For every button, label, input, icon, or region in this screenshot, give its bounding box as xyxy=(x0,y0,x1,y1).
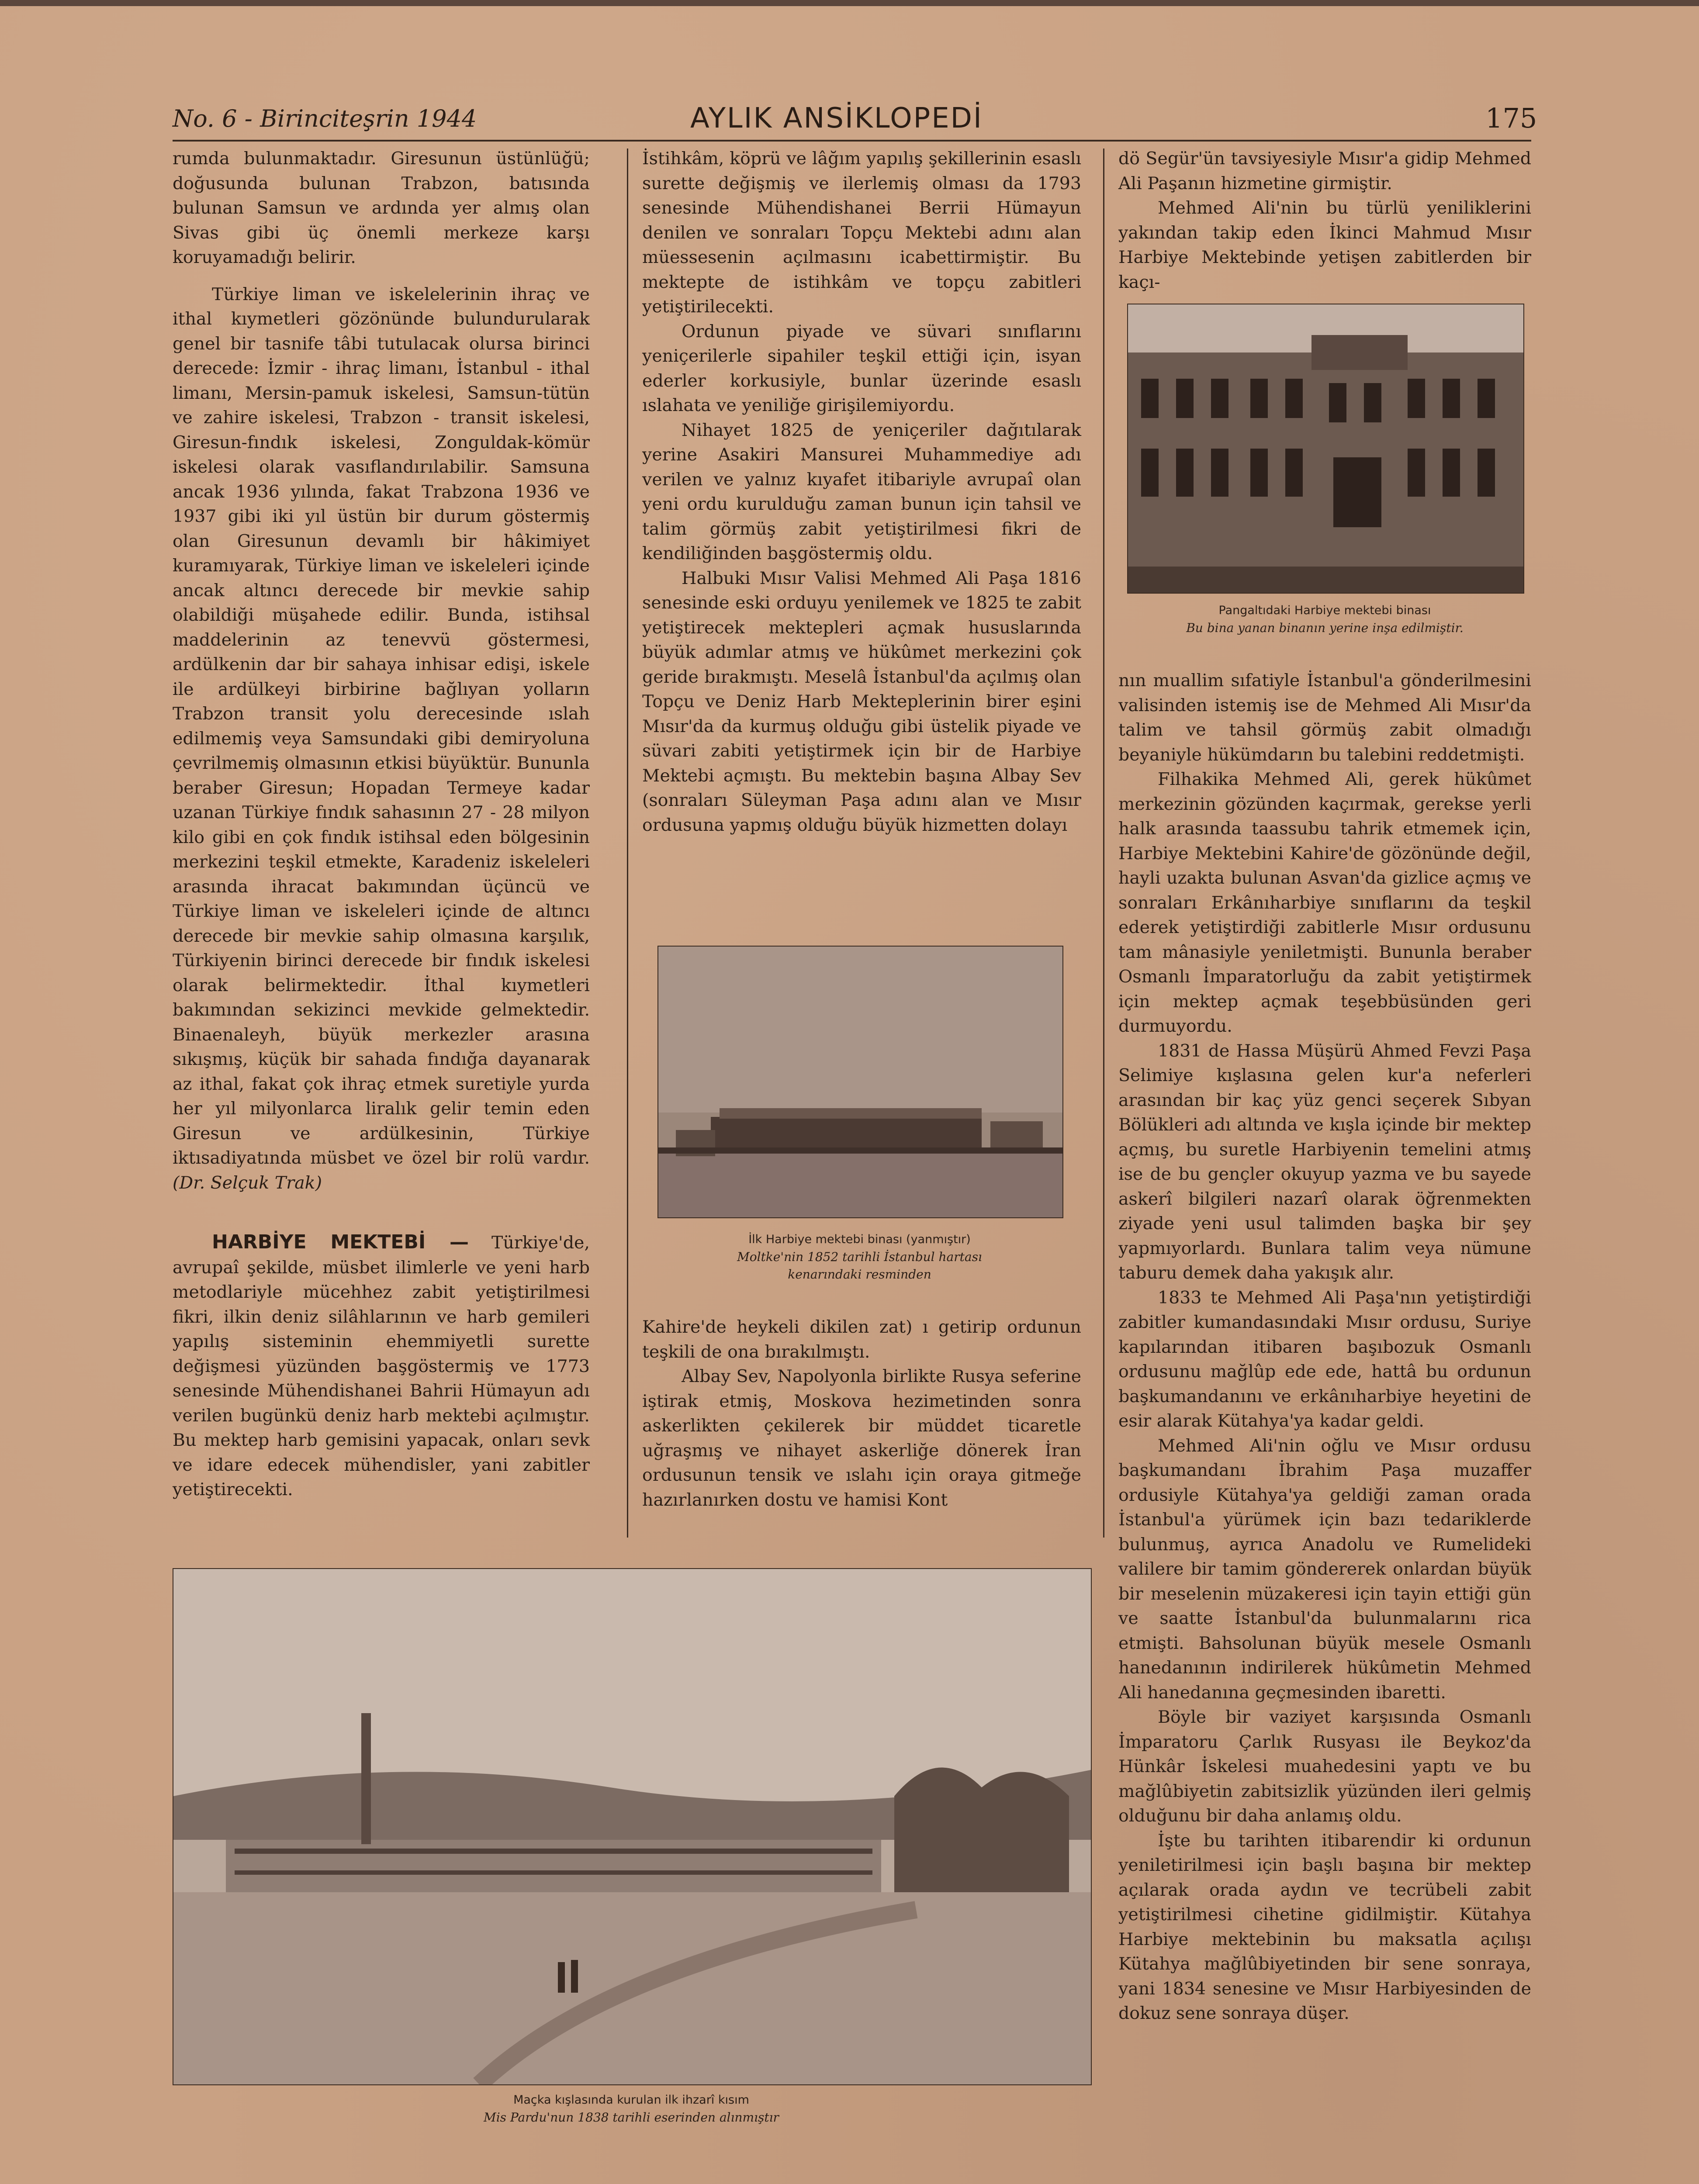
macka-barracks-drawing xyxy=(173,1569,1091,2084)
macka-caption-1: Maçka kışlasında kurulan ilk ihzarî kısım xyxy=(513,2093,749,2107)
column-divider-2 xyxy=(1103,149,1104,1538)
first-harbiye-building-image xyxy=(657,946,1063,1218)
first-harbiye-building-drawing xyxy=(658,947,1062,1217)
col1-para2-text: Türkiye liman ve iskelelerinin ihraç ve ithal kıymetleri gözönünde bulundurularak genel bir tasnife tâbi tutulacak olursa birinci derecede: İzmir - ihraç limanı, İstanbul - ithal limanı, Mersin-pamuk iskelesi, Samsun-tütün ve zahire iskelesi, Trabzon - transit iskelesi, Giresun-fındık iskelesi, Zonguldak-kömür iskelesi olarak vasıflandırılabilir. Samsuna ancak 1936 yılında, fakat Trabzona 1936 ve 1937 gibi iki yıl üstün bir durum göstermiş olan Giresunun devamlı bir hâkimiyet kuramıyarak, Türkiye liman ve iskeleleri içinde ancak altıncı derecede bir mevkie sahip olabildiği müşahede edilir. Bunda, istihsal maddelerinin az tenevvü göstermesi, ardülkenin dar bir sahaya inhisar edişi, iskele ile ardülkeyi birbirine bağlıyan yolların Trabzon transit yolu derecesinde ıslah edilmemiş veya Samsundaki gibi demiryoluna çevrilmemiş olmasının etkisi büyüktür. Bununla beraber Giresun; Hopadan Termeye kadar uzanan Türkiye fındık sahasının 27 - 28 milyon kilo gibi en çok fındık istihsal eden bölgesinin merkezini teşkil etmekte, Karadeniz iskeleleri arasında ihracat bakımından üçüncü ve Türkiye liman ve iskeleleri içinde de altıncı derecede bir mevkie sahip olmasına karşılık, Türkiyenin birinci derecede bir fındık iskelesi olarak belirmektedir. İthal kıymetleri bakımından sekizinci mevkide gelmektedir. Binaenaleyh, büyük merkezler arasına sıkışmış, küçük bir sahada fındığa dayanarak az ithal, fakat çok ihraç etmek suretiyle yurda her yıl milyonlarca liralık gelir temin eden Giresun ve ardülkesinin, Türkiye iktısadiyatında müsbet ve özel bir rolü vardır. xyxy=(173,284,590,1168)
pangalti-caption-2: Bu bina yanan binanın yerine inşa edilmiştir. xyxy=(1186,621,1464,635)
col2-para3: Nihayet 1825 de yeniçeriler dağıtılarak yerine Asakiri Mansurei Muhammediye adı verilen ve yalnız kıyafet itibariyle avrupaî olan yeni ordu kurulduğu zaman bunun için tahsil ve talim görmüş zabit yetiştirilmesi fikri de kendiliğinden başgöstermiş oldu. xyxy=(642,420,1081,563)
col3-para1: dö Segür'ün tavsiyesiyle Mısır'a gidip Mehmed Ali Paşanın hizmetine girmiştir. xyxy=(1118,149,1531,194)
col2-para5: Kahire'de heykeli dikilen zat) ı getirip ordunun teşkili de ona bırakılmıştı. xyxy=(642,1317,1081,1362)
page-number: 175 xyxy=(1485,102,1537,134)
first-harbiye-caption-1: İlk Harbiye mektebi binası (yanmıştır) xyxy=(748,1233,971,1246)
macka-caption xyxy=(173,2091,1090,2126)
column-1 xyxy=(173,146,590,1502)
top-edge xyxy=(0,0,1699,6)
issue-label: No. 6 - Birinciteşrin 1944 xyxy=(173,105,477,132)
harbiye-heading: HARBİYE MEKTEBİ — xyxy=(212,1231,469,1253)
harbiye-para xyxy=(173,1230,590,1502)
pangalti-building-image xyxy=(1127,304,1524,594)
column-2-continued xyxy=(642,1315,1081,1512)
col3-para8: Böyle bir vaziyet karşısında Osmanlı İmparatoru Çarlık Rusyası ile Beykoz'da Hünkâr İskelesi muahedesini yaptı ve bu mağlûbiyetin zabitsizlik yüzünden ileri gelmiş olduğunu bir daha anlamış oldu. xyxy=(1118,1707,1531,1826)
col2-para4: Halbuki Mısır Valisi Mehmed Ali Paşa 1816 senesinde eski orduyu yenilemek ve 1825 te zabit yetiştirecek mektepleri açmak hususlarında büyük adımlar atmış ve hükûmet merkezini çok geride bırakmıştı. Meselâ İstanbul'da açılmış olan Topçu ve Deniz Harb Mekteplerinin birer eşini Mısır'da da kurmuş olduğu gibi üstelik piyade ve süvari zabiti yetiştirmek için bir de Harbiye Mektebi açmıştı. Bu mektebin başına Albay Sev (sonraları Süleyman Paşa adını alan ve Mısır ordusuna yapmış olduğu büyük hizmetten dolayı xyxy=(642,568,1081,835)
column-divider-1 xyxy=(627,149,628,1538)
author-signature: (Dr. Selçuk Trak) xyxy=(173,1172,322,1193)
column-2 xyxy=(642,146,1081,837)
harbiye-text: Türkiye'de, avrupaî şekilde, müsbet ilimlerle ve yeni harb metodlariyle mücehhez zabit yetiştirilmesi fikri, ilkin deniz silâhlarının ve harb gemileri yapılış sisteminin ehemmiyetli surette değişmesi yüzünden başgöstermiş ve 1773 senesinde Mühendishanei Bahrii Hümayun adı verilen bugünkü deniz harb mektebi açılmıştır. Bu mektep harb gemisini yapacak, onları sevk ve idare edecek mühendisler, yani zabitler yetiştirecekti. xyxy=(173,1233,590,1500)
col2-para6: Albay Sev, Napolyonla birlikte Rusya seferine iştirak etmiş, Moskova hezimetinden sonra askerlikten çekilerek bir müddet ticaretle uğraşmış ve nihayet askerliğe dönerek İran ordusunun tensik ve ıslahı için oraya gitmeğe hazırlanırken dostu ve hamisi Kont xyxy=(642,1366,1081,1510)
col3-para4: Filhakika Mehmed Ali, gerek hükûmet merkezinin gözünden kaçırmak, gerekse yerli halk arasında taassubu tahrik etmemek için, Harbiye Mektebini Kahire'de gözönünde değil, hayli uzakta bulunan Asvan'da gizlice açmış ve sonraları Erkânıharbiye sınıflarını da teşkil ederek yetiştirdiği zabitlerle Mısır ordusunu tam mânasiyle yeniletmişti. Bununla beraber Osmanlı İmparatorluğu da zabit yetiştirmek için mektep açmak teşebbüsünden geri durmuyordu. xyxy=(1118,769,1531,1036)
first-harbiye-caption xyxy=(647,1231,1073,1283)
col3-para6: 1833 te Mehmed Ali Paşa'nın yetiştirdiği zabitler kumandasındaki Mısır ordusu, Suriye kapılarından itibaren başıbozuk Osmanlı ordusunu mağlûp ede ede, hattâ bu ordunun başkumandanını ve erkânıharbiye heyetini de esir alarak Kütahya'ya kadar geldi. xyxy=(1118,1287,1531,1431)
macka-barracks-image xyxy=(173,1568,1092,2085)
col3-para3: nın muallim sıfatiyle İstanbul'a gönderilmesini valisinden istemiş ise de Mehmed Ali Mısır'da talim ve tahsil görmüş zabit olmadığı beyaniyle hükümdarın bu talebini reddetmişti. xyxy=(1118,670,1531,765)
col1-intro: rumda bulunmaktadır. Giresunun üstünlüğü; doğusunda bulunan Trabzon, batısında bulunan Samsun ve ardında yer almış olan Sivas gibi üç önemli merkeze karşı koruyamadığı belirir. xyxy=(173,149,590,267)
col3-para9: İşte bu tarihten itibarendir ki ordunun yeniletirilmesi için başlı başına bir mektep açılarak orada aydın ve tecrübeli zabit yetiştirilmesi cihetine gidilmiştir. Kütahya Harbiye mektebinin bu maksatla açılışı Kütahya mağlûbiyetinden bir sene sonraya, yani 1834 senesine ve Mısır Harbiyesinden de dokuz sene sonraya düşer. xyxy=(1118,1830,1531,2023)
col3-para2: Mehmed Ali'nin bu türlü yeniliklerini yakından takip eden İkinci Mahmud Mısır Harbiye Mektebinde yetişen zabitlerden bir kaçı- xyxy=(1118,198,1531,292)
col1-para2 xyxy=(173,282,590,1196)
first-harbiye-caption-3: kenarındaki resminden xyxy=(788,1267,931,1282)
col3-para5: 1831 de Hassa Müşürü Ahmed Fevzi Paşa Selimiye kışlasına gelen kur'a neferleri arasından bir kaç yüz genci seçerek Sıbyan Bölükleri adı altında ve kışla içinde bir mektep açmış, bu suretle Harbiyenin temelini atmış ise de bu gençler okuyup yazma ve bu sayede askerî bilgileri nazarî olarak öğrenmekten ziyade yeni usul talimden başka bir şey yapmıyorlardı. Bunlara talim veya nümune taburu demek daha yakışık alır. xyxy=(1118,1040,1531,1283)
publication-title: AYLIK ANSİKLOPEDİ xyxy=(690,102,983,135)
column-3-continued xyxy=(1118,668,1531,2026)
pangalti-caption-1: Pangaltıdaki Harbiye mektebi binası xyxy=(1218,604,1431,617)
col3-para7: Mehmed Ali'nin oğlu ve Mısır ordusu başkumandanı İbrahim Paşa muzaffer ordusiyle Kütahya'ya geldiği zaman orada İstanbul'a yürümek için bazı tedariklerde bulunmuş, ayrıca Anadolu ve Rumelideki valilere bir tamim göndererek onlardan büyük bir meselenin müzakeresi için tayin ettiği gün ve saatte İstanbul'da bulunmalarını rica etmişti. Bahsolunan büyük mesele Osmanlı hanedanının indirilerek hükûmetin Mehmed Ali hanedanına geçmesinden ibaretti. xyxy=(1118,1435,1531,1703)
pangalti-caption xyxy=(1118,602,1531,637)
col2-para1: İstihkâm, köprü ve lâğım yapılış şekillerinin esaslı surette değişmiş ve ilerlemiş olması da 1793 senesinde Mühendishanei Berrii Hümayun denilen ve sonraları Topçu Mektebi adını alan müessesenin açılmasını icabettirmiştir. Bu mektepte de istihkâm ve topçu zabitleri yetiştirilecekti. xyxy=(642,149,1081,317)
macka-caption-2: Mis Pardu'nun 1838 tarihli eserinden alınmıştır xyxy=(484,2110,779,2125)
first-harbiye-caption-2: Moltke'nin 1852 tarihli İstanbul hartası xyxy=(737,1250,982,1264)
col2-para2: Ordunun piyade ve süvari sınıflarını yeniçerilerle sipahiler teşkil ettiği için, isyan ederler korkusiyle, bunlar üzerinde esaslı ıslahata ve yeniliğe girişilemiyordu. xyxy=(642,321,1081,415)
header-rule xyxy=(173,140,1531,142)
pangalti-building-drawing xyxy=(1128,304,1523,593)
column-3 xyxy=(1118,146,1531,294)
